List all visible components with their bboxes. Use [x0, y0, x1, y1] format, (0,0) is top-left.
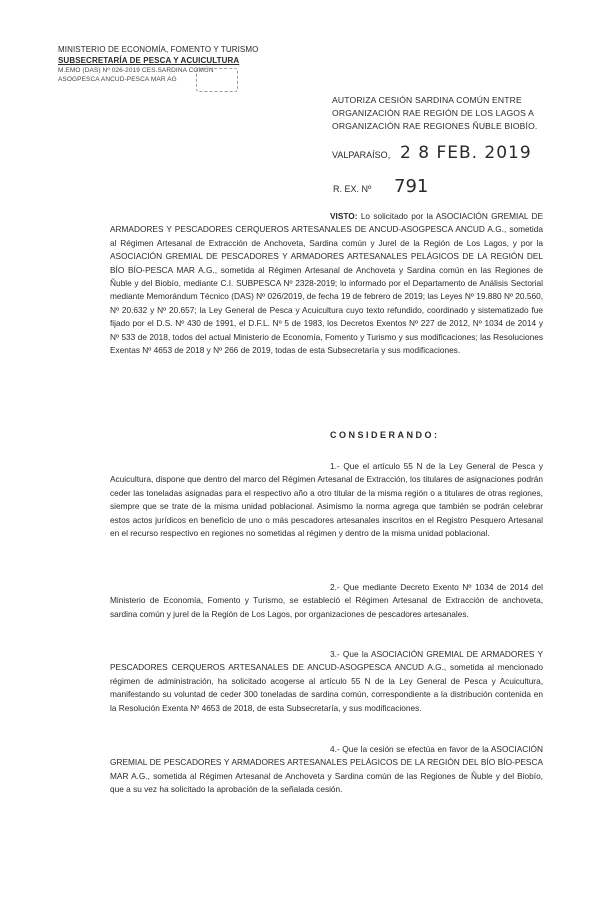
considerando-3: 3.- Que la ASOCIACIÓN GREMIAL DE ARMADORES Y PESCADORES CERQUEROS ARTESANALES DE ANCUD-ASOGPESCA ANCUD A.G., sometida al mencionado régimen de administración, ha solicitado acogerse al artículo 55 N de la Ley General de Pesca y Acuicultura, manifestando su voluntad de ceder 300 toneladas de sardina común, correspondiente a la distribución contenida en la Resolución Exenta Nº 4653 de 2018, de esta Subsecretaría, y sus modificaciones. — [110, 649, 543, 713]
considerando-2: 2.- Que mediante Decreto Exento Nº 1034 de 2014 del Ministerio de Economía, Fomento y Turismo, se estableció el Régimen Artesanal de Extracción de anchoveta, sardina común y jurel de la Región de Los Lagos, por organizaciones de pescadores artesanales. — [110, 582, 543, 619]
rex-number: 791 — [394, 176, 429, 197]
reference-line-2: ASOGPESCA ANCUD-PESCA MAR AG — [58, 76, 177, 83]
subsecretaria-name: SUBSECRETARÍA DE PESCA Y ACUICULTURA — [58, 56, 240, 65]
resolution-title: AUTORIZA CESIÓN SARDINA COMÚN ENTRE ORGANIZACIÓN RAE REGIÓN DE LOS LAGOS A ORGANIZACIÓN RAE REGIONES ÑUBLE BIOBÍO. — [332, 95, 538, 131]
stamp-mark — [196, 68, 238, 92]
resolution-date: 2 8 FEB. 2019 — [400, 143, 532, 163]
considerando-1: 1.- Que el artículo 55 N de la Ley General de Pesca y Acuicultura, dispone que dentro del marco del Régimen Artesanal de Extracción, los titulares de asignaciones podrán ceder las toneladas asignadas para el respectivo año a otro titular de la misma región o a titulares de otras regiones, siempre que se trate de la misma unidad poblacional. Asimismo la norma agrega que también se podrán celebrar estos actos jurídicos en beneficio de uno o más pescadores artesanales inscritos en el Registro Pesquero Artesanal en el recurso respectivo en regiones no sometidas al régimen y dentro de la misma unidad poblacional. — [110, 461, 543, 539]
visto-text: Lo solicitado por la ASOCIACIÓN GREMIAL DE ARMADORES Y PESCADORES CERQUEROS ARTESANALES DE ANCUD-ASOGPESCA ANCUD A.G., sometida al Régimen Artesanal de Extracción de Anchoveta, Sardina común y Jurel de la Región de Los Lagos, y por la ASOCIACIÓN GREMIAL DE PESCADORES Y ARMADORES ARTESANALES PELÁGICOS DE LA REGIÓN DEL BÍO BÍO-PESCA MAR A.G., sometida al Régimen Artesanal de Anchoveta y Sardina común en las Regiones de Ñuble y del Biobío, mediante C.I. SUBPESCA Nº 2328-2019; lo informado por el Departamento de Análisis Sectorial mediante Memorándum Técnico (DAS) Nº 026/2019, de fecha 19 de febrero de 2019; las Leyes Nº 19.880 Nº 20.560, Nº 20.632 y Nº 20.657; la Ley General de Pesca y Acuicultura cuyo texto refundido, coordinado y sistematizado fue fijado por el D.S. Nº 430 de 1991, el D.F.L. Nº 5 de 1983, los Decretos Exentos Nº 227 de 2012, Nº 1034 de 2014 y Nº 533 de 2018, todos del actual Ministerio de Economía, Fomento y Turismo y sus modificaciones; las Resoluciones Exentas Nº 4653 de 2018 y Nº 266 de 2019, todas de esta Subsecretaría y sus modificaciones. — [110, 211, 544, 356]
ministry-name: MINISTERIO DE ECONOMÍA, FOMENTO Y TURISMO — [58, 45, 259, 54]
considerando-4: 4.- Que la cesión se efectúa en favor de la ASOCIACIÓN GREMIAL DE PESCADORES Y ARMADORES ARTESANALES PELÁGICOS DE LA REGIÓN DEL BÍO BÍO-PESCA MAR A.G., sometida al Régimen Artesanal de Anchoveta y Sardina común de las Regiones de Ñuble y del Biobío, que a su vez ha solicitado la aprobación de la señalada cesión. — [110, 744, 543, 795]
place-label: VALPARAÍSO, — [332, 150, 391, 160]
reference-line-1: M.EMO (DAS) Nº 026-2019 CES.SARDINA COMÚN — [58, 67, 214, 74]
rex-label: R. EX. Nº — [333, 184, 372, 194]
visto-paragraph — [110, 210, 543, 357]
visto-label: VISTO: — [330, 211, 358, 221]
considerando-heading: CONSIDERANDO: — [330, 430, 440, 440]
